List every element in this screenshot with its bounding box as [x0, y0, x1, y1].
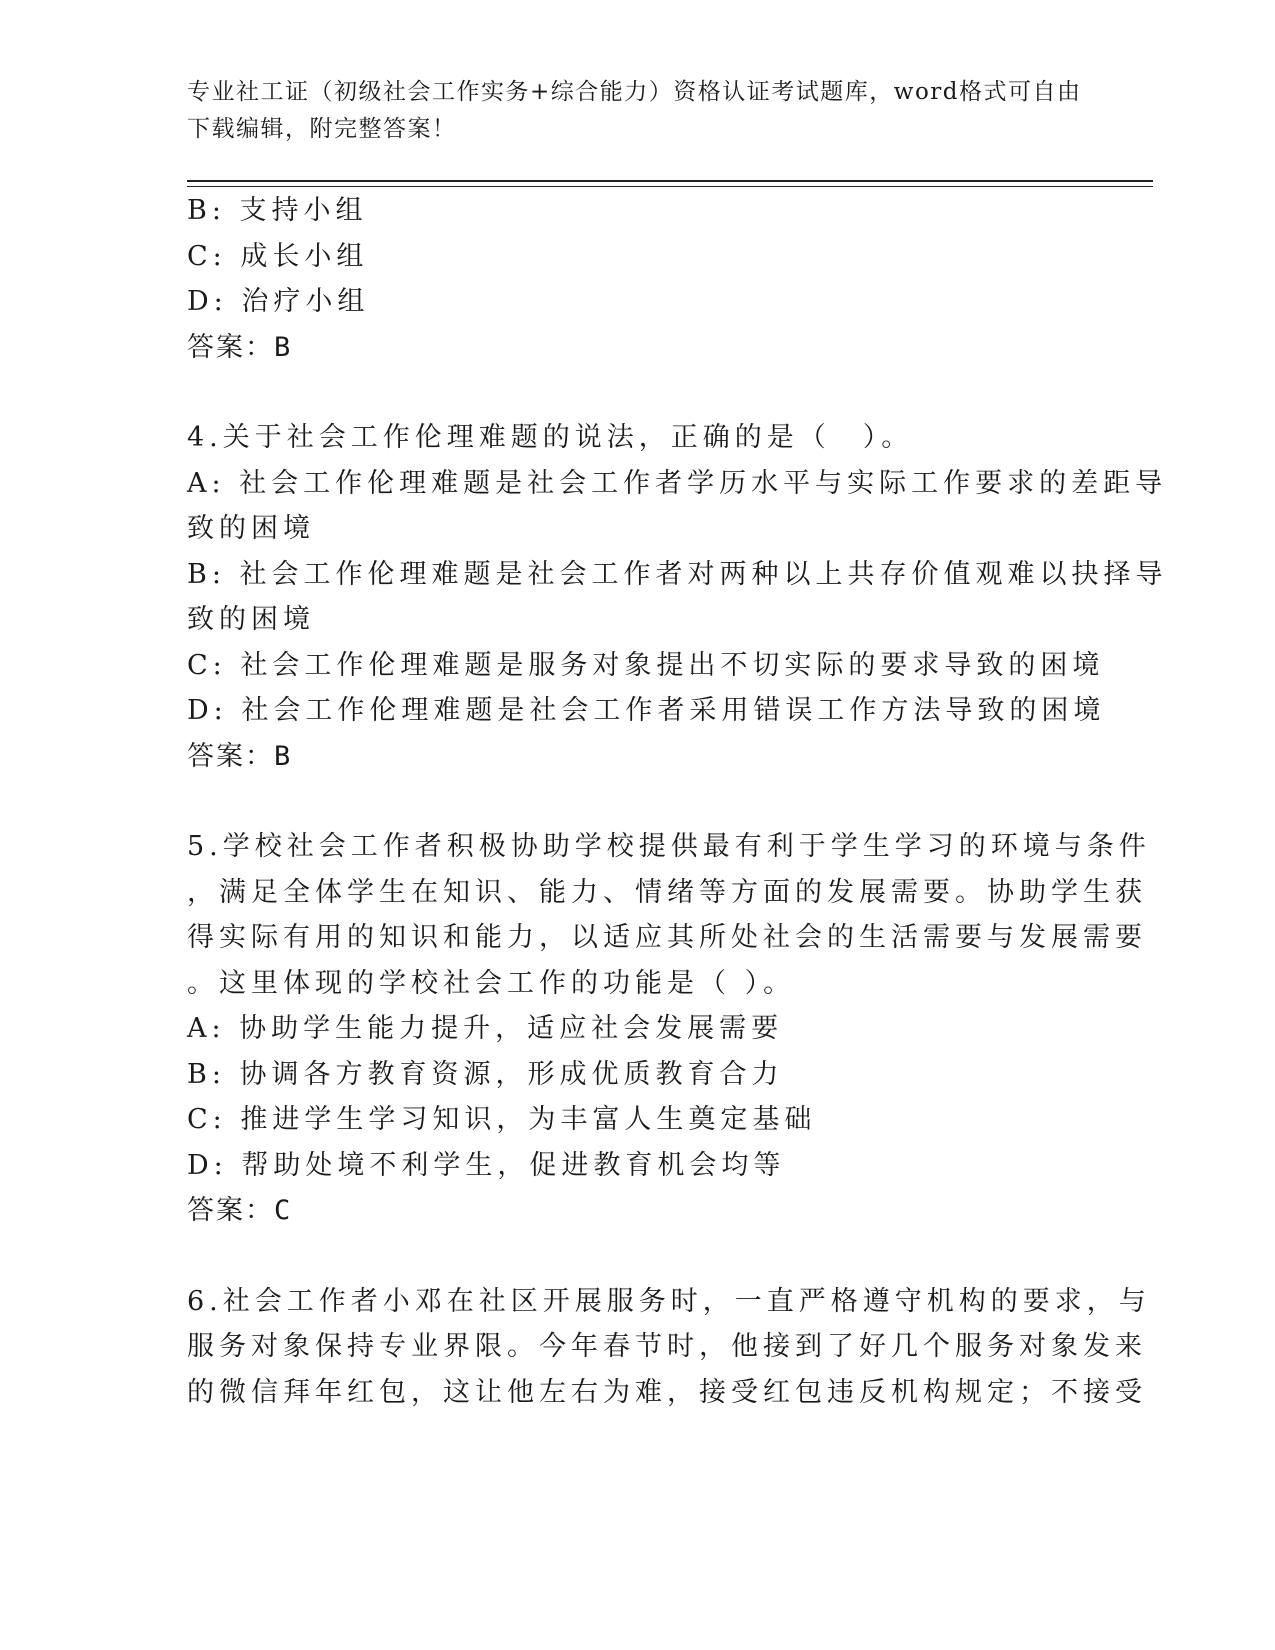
option-c: C: 成长小组 — [187, 240, 369, 272]
option-a: A: 协助学生能力提升，适应社会发展需要 — [187, 1013, 784, 1044]
document-header — [187, 74, 1087, 148]
option-a-line-1: A: 社会工作伦理难题是社会工作者学历水平与实际工作要求的差距导 — [187, 467, 1168, 499]
option-b-line-1: B: 社会工作伦理难题是社会工作者对两种以上共存价值观难以抉择导 — [187, 558, 1168, 590]
answer-label: 答案： — [187, 1195, 274, 1226]
option-c: C: 社会工作伦理难题是服务对象提出不切实际的要求导致的困境 — [187, 649, 1105, 681]
option-b: B: 支持小组 — [187, 195, 368, 226]
header-line-2: 下载编辑，附完整答案！ — [187, 116, 457, 142]
question-stem-line-1: 6.社会工作者小邓在社区开展服务时，一直严格遵守机构的要求，与 — [187, 1285, 1151, 1317]
question-6 — [187, 1279, 1151, 1416]
answer-value: B — [274, 740, 293, 772]
header-rule-thick — [187, 180, 1153, 182]
answer-label: 答案： — [187, 331, 274, 363]
option-a-line-2: 致的困境 — [187, 513, 315, 544]
answer-value: B — [274, 331, 293, 363]
spacer — [187, 370, 1067, 415]
header-rule-thin — [187, 186, 1153, 187]
answer-label: 答案： — [187, 740, 274, 772]
option-b-line-2: 致的困境 — [187, 604, 315, 635]
answer — [187, 325, 1067, 371]
question-stem-line-2: ，满足全体学生在知识、能力、情绪等方面的发展需要。协助学生获 — [187, 876, 1147, 908]
answer — [187, 734, 1067, 780]
option-b: B: 协调各方教育资源，形成优质教育合力 — [187, 1058, 784, 1090]
question-stem-line-2: 服务对象保持专业界限。今年春节时，他接到了好几个服务对象发来 — [187, 1331, 1147, 1362]
spacer — [187, 1234, 1067, 1279]
option-d: D: 治疗小组 — [187, 286, 370, 317]
question-stem-line-1: 5.学校社会工作者积极协助学校提供最有利于学生学习的环境与条件 — [187, 831, 1151, 862]
answer — [187, 1188, 1067, 1234]
question-stem-line-3: 的微信拜年红包，这让他左右为难，接受红包违反机构规定；不接受 — [187, 1376, 1147, 1408]
document-body — [187, 188, 1168, 1415]
question-3-continued — [187, 188, 1067, 370]
question-4 — [187, 415, 1168, 779]
option-c: C: 推进学生学习知识，为丰富人生奠定基础 — [187, 1104, 817, 1135]
answer-value: C — [274, 1195, 293, 1226]
header-line-1: 专业社工证（初级社会工作实务+综合能力）资格认证考试题库，word格式可自由 — [187, 79, 1082, 105]
question-stem: 4.关于社会工作伦理难题的说法，正确的是（ ）。 — [187, 422, 914, 453]
question-stem-line-3: 得实际有用的知识和能力，以适应其所处社会的生活需要与发展需要 — [187, 922, 1147, 953]
spacer — [187, 779, 1067, 824]
question-5 — [187, 824, 1151, 1234]
option-d: D: 帮助处境不利学生，促进教育机会均等 — [187, 1149, 786, 1181]
option-d: D: 社会工作伦理难题是社会工作者采用错误工作方法导致的困境 — [187, 695, 1106, 726]
question-stem-line-4: 。这里体现的学校社会工作的功能是（ ）。 — [187, 967, 796, 999]
